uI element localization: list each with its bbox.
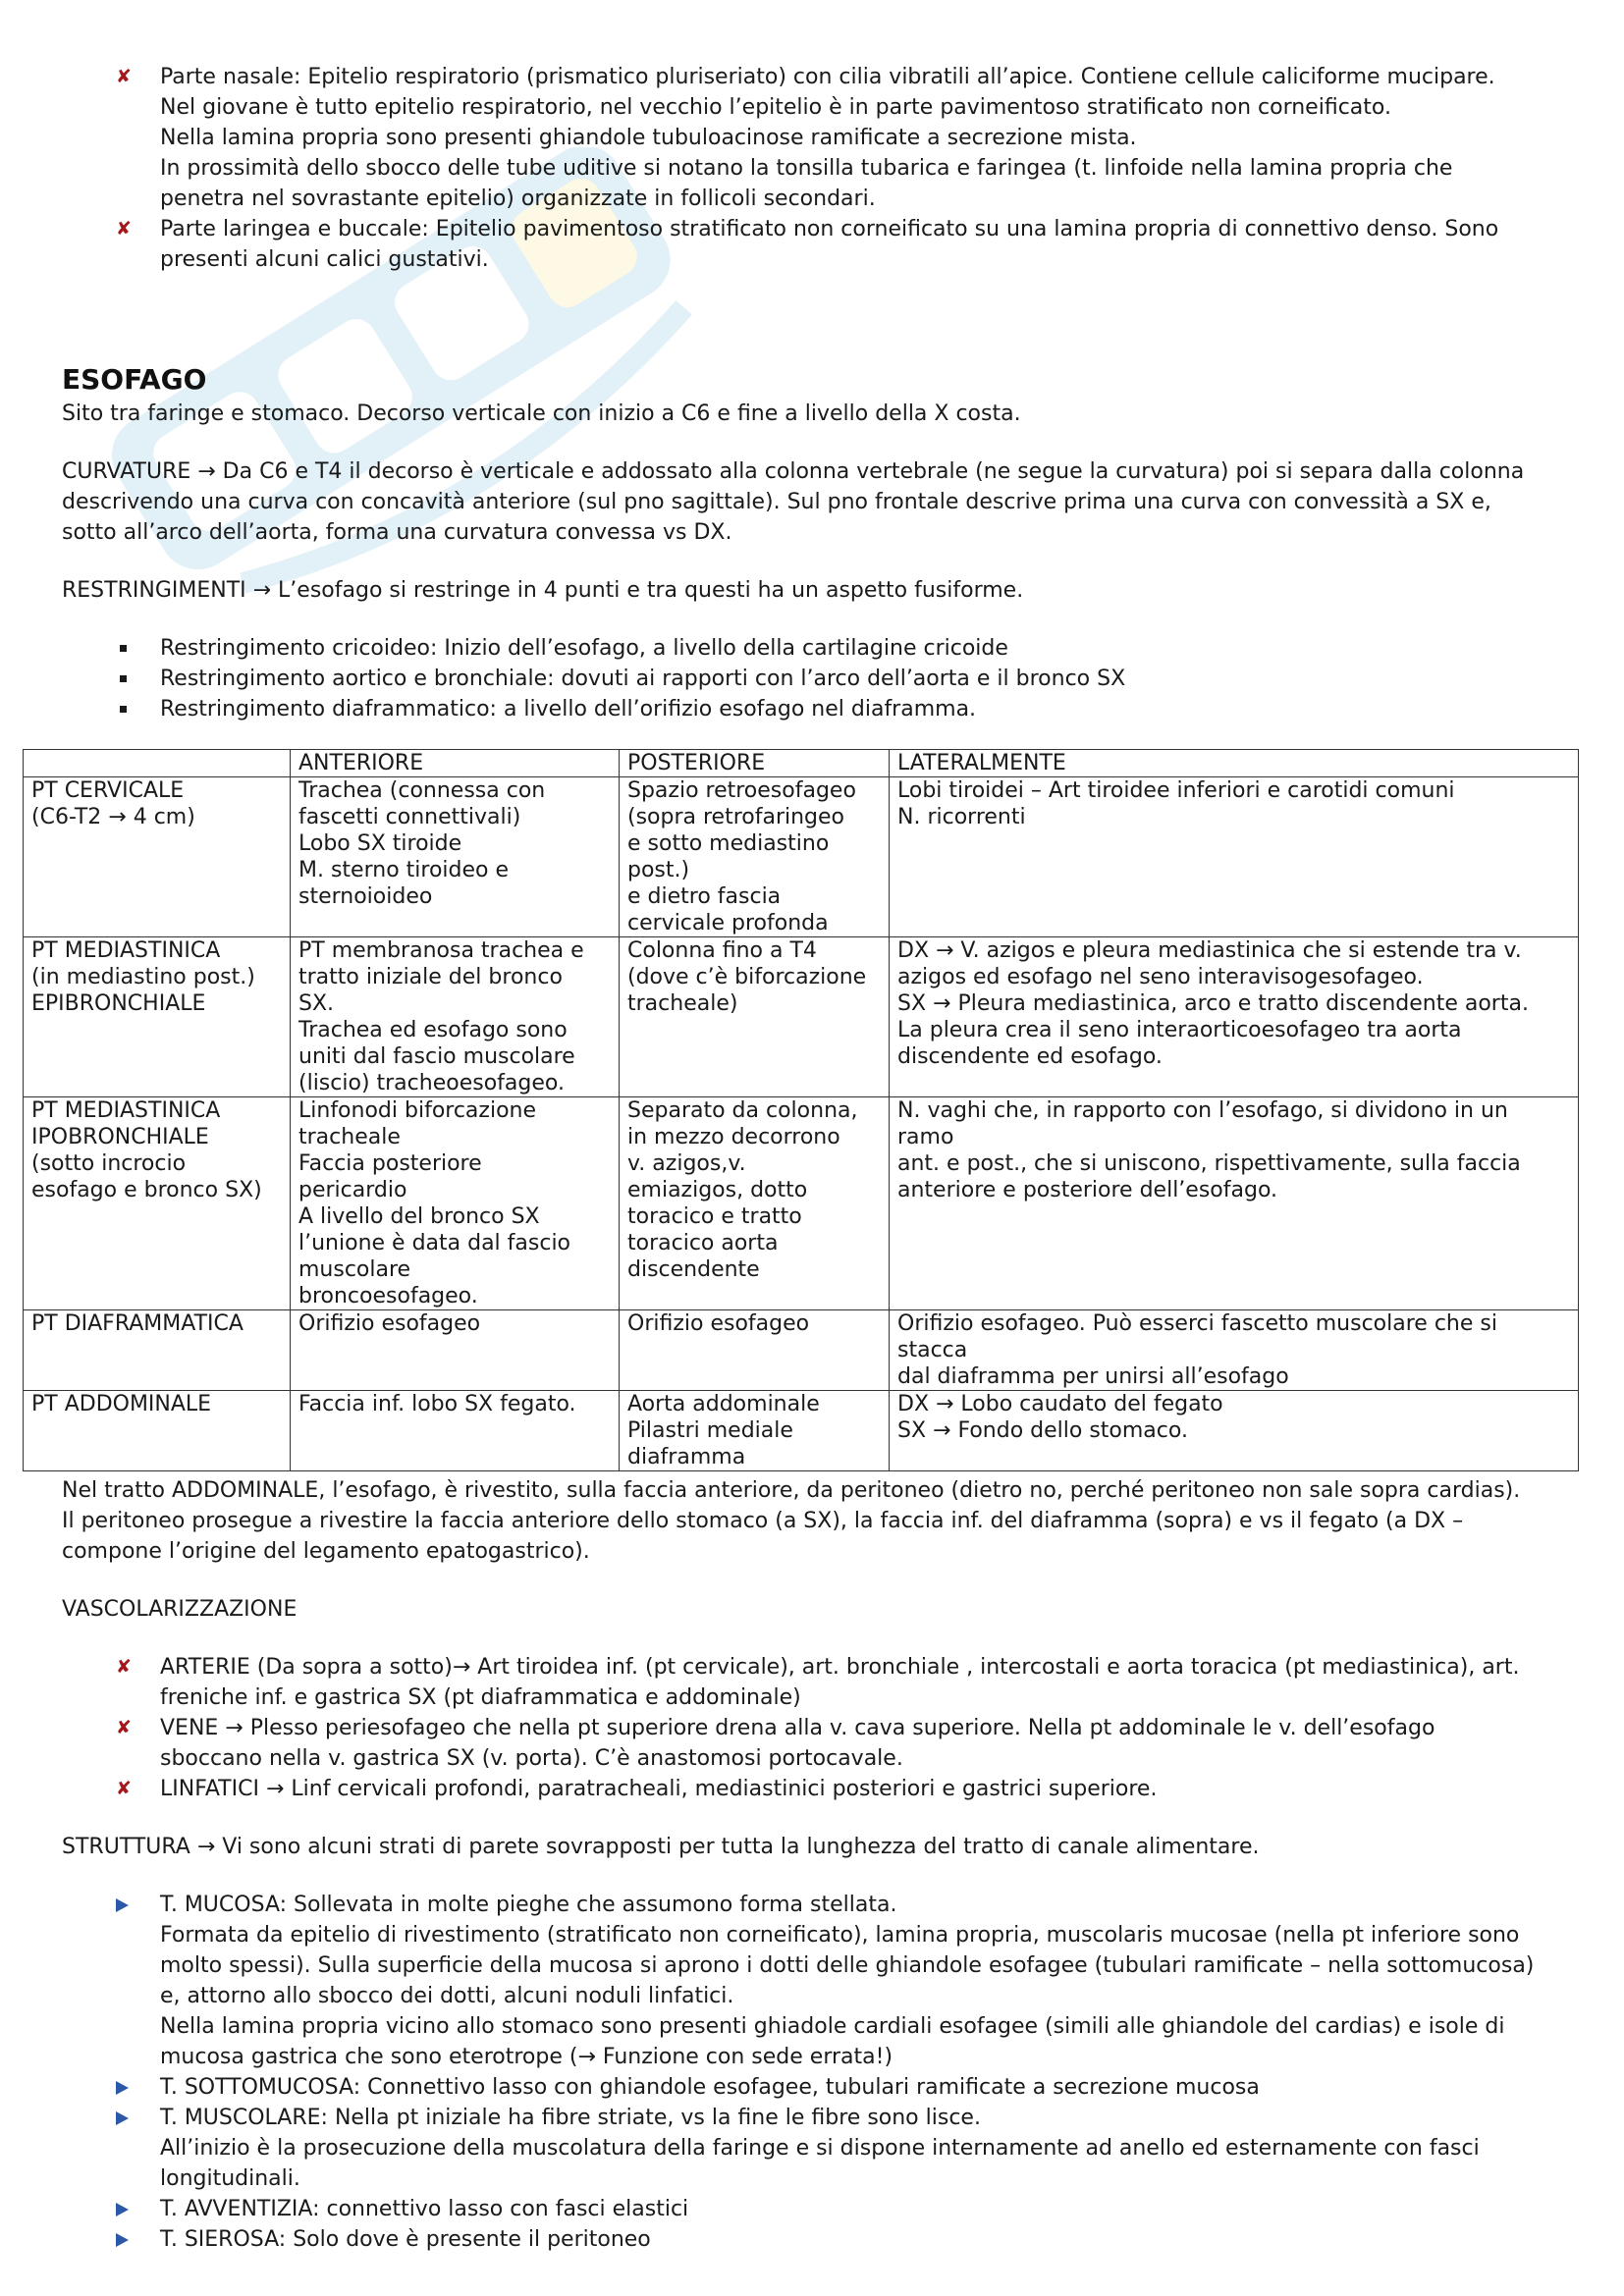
table-header-cell: ANTERIORE bbox=[291, 750, 620, 777]
x-bullet-icon: ✘ bbox=[116, 1656, 132, 1678]
table-cell: Separato da colonna, in mezzo decorrono v. azigos,v. emiazigos, dotto toracico e tratto toracico aorta discendente bbox=[620, 1097, 890, 1310]
nasal-line-3: Nella lamina propria sono presenti ghiandole tubuloacinose ramificate a secrezione mista. bbox=[160, 126, 1137, 150]
table-cell: Faccia inf. lobo SX fegato. bbox=[291, 1391, 620, 1471]
table-cell: Colonna fino a T4 (dove c’è biforcazione tracheale) bbox=[620, 937, 890, 1097]
nasal-line-5: penetra nel sovrastante epitelio) organizzate in follicoli secondari. bbox=[160, 187, 876, 211]
arrow-bullet-icon bbox=[116, 1890, 135, 1920]
linfatici-line-1: LINFATICI → Linf cervicali profondi, paratracheali, mediastinici posteriori e gastrici superiore. bbox=[160, 1777, 1158, 1801]
sierosa-line-1: T. SIEROSA: Solo dove è presente il peritoneo bbox=[160, 2227, 651, 2252]
restr-item-cricoideo: Restringimento cricoideo: Inizio dell’esofago, a livello della cartilagine cricoide bbox=[160, 636, 1008, 661]
x-bullet-icon: ✘ bbox=[116, 1717, 132, 1738]
section-title: ESOFAGO bbox=[62, 363, 207, 396]
table-header-cell bbox=[24, 750, 291, 777]
table-cell: DX → Lobo caudato del fegato SX → Fondo dello stomaco. bbox=[890, 1391, 1579, 1471]
esofago-relations-table bbox=[23, 749, 1579, 1471]
table-header-cell: POSTERIORE bbox=[620, 750, 890, 777]
table-row bbox=[24, 1391, 1579, 1471]
restringimenti-intro: RESTRINGIMENTI → L’esofago si restringe in 4 punti e tra questi ha un aspetto fusiforme. bbox=[62, 578, 1024, 603]
laryngeal-line-1: Parte laringea e buccale: Epitelio pavimentoso stratificato non corneificato su una lamina propria di connettivo denso. Sono bbox=[160, 217, 1499, 241]
muscolare-line-3: longitudinali. bbox=[160, 2166, 300, 2191]
table-cell: Trachea (connessa con fascetti connettivali) Lobo SX tiroide M. sterno tiroideo e sternoioideo bbox=[291, 777, 620, 937]
table-cell: N. vaghi che, in rapporto con l’esofago, si dividono in un ramo ant. e post., che si uniscono, rispettivamente, sulla faccia anteriore e posteriore dell’esofago. bbox=[890, 1097, 1579, 1310]
mucosa-line-3: molto spessi). Sulla superficie della mucosa si aprono i dotti delle ghiandole esofagee (tubulari ramificate – nella sottomucosa) bbox=[160, 1953, 1535, 1978]
square-bullet-icon bbox=[116, 633, 135, 664]
table-cell: PT MEDIASTINICA (in mediastino post.) EPIBRONCHIALE bbox=[24, 937, 291, 1097]
vene-line-1: VENE → Plesso periesofageo che nella pt superiore drena alla v. cava superiore. Nella pt addominale le v. dell’esofago bbox=[160, 1716, 1435, 1740]
nasal-line-1: Parte nasale: Epitelio respiratorio (prismatico pluriseriato) con cilia vibratili all’apice. Contiene cellule caliciforme mucipare. bbox=[160, 65, 1495, 89]
restr-item-aortico: Restringimento aortico e bronchiale: dovuti ai rapporti con l’arco dell’aorta e il bronco SX bbox=[160, 667, 1126, 691]
arrow-bullet-icon bbox=[116, 2072, 135, 2103]
curvature-line-2: descrivendo una curva con concavità anteriore (sul pno sagittale). Sul pno frontale descrive prima una curva con convessità a SX e, bbox=[62, 490, 1491, 514]
sottomucosa-line-1: T. SOTTOMUCOSA: Connettivo lasso con ghiandole esofagee, tubulari ramificate a secrezione mucosa bbox=[160, 2075, 1260, 2100]
addominale-line-3: compone l’origine del legamento epatogastrico). bbox=[62, 1539, 590, 1564]
table-cell: Linfonodi biforcazione tracheale Faccia posteriore pericardio A livello del bronco SX l’unione è data dal fascio muscolare broncoesofageo. bbox=[291, 1097, 620, 1310]
arterie-line-2: freniche inf. e gastrica SX (pt diaframmatica e addominale) bbox=[160, 1685, 801, 1710]
laryngeal-line-2: presenti alcuni calici gustativi. bbox=[160, 247, 489, 272]
x-bullet-icon: ✘ bbox=[116, 218, 132, 240]
nasal-line-4: In prossimità dello sbocco delle tube uditive si notano la tonsilla tubarica e faringea (t. linfoide nella lamina propria che bbox=[160, 156, 1453, 181]
arterie-line-1: ARTERIE (Da sopra a sotto)→ Art tiroidea inf. (pt cervicale), art. bronchiale , intercostali e aorta toracica (pt mediastinica), art. bbox=[160, 1655, 1520, 1680]
muscolare-line-1: T. MUSCOLARE: Nella pt iniziale ha fibre striate, vs la fine le fibre sono lisce. bbox=[160, 2106, 981, 2130]
struttura-intro: STRUTTURA → Vi sono alcuni strati di parete sovrapposti per tutta la lunghezza del tratto di canale alimentare. bbox=[62, 1835, 1260, 1859]
table-cell: Orifizio esofageo bbox=[620, 1310, 890, 1391]
mucosa-line-5: Nella lamina propria vicino allo stomaco sono presenti ghiadole cardiali esofagee (simili alle ghiandole del cardias) e isole di bbox=[160, 2014, 1505, 2039]
table-cell: Lobi tiroidei – Art tiroidee inferiori e carotidi comuni N. ricorrenti bbox=[890, 777, 1579, 937]
curvature-line-3: sotto all’arco dell’aorta, forma una curvatura convessa vs DX. bbox=[62, 520, 732, 545]
table-cell: PT MEDIASTINICA IPOBRONCHIALE (sotto incrocio esofago e bronco SX) bbox=[24, 1097, 291, 1310]
table-cell: PT membranosa trachea e tratto iniziale del bronco SX. Trachea ed esofago sono uniti dal fascio muscolare (liscio) tracheoesofageo. bbox=[291, 937, 620, 1097]
table-row bbox=[24, 777, 1579, 937]
addominale-line-2: Il peritoneo prosegue a rivestire la faccia anteriore dello stomaco (a SX), la faccia inf. del diaframma (sopra) e vs il fegato (a DX – bbox=[62, 1509, 1464, 1533]
x-bullet-icon: ✘ bbox=[116, 1778, 132, 1799]
table-row bbox=[24, 1310, 1579, 1391]
mucosa-line-6: mucosa gastrica che sono eterotrope (→ Funzione con sede errata!) bbox=[160, 2045, 893, 2069]
addominale-line-1: Nel tratto ADDOMINALE, l’esofago, è rivestito, sulla faccia anteriore, da peritoneo (dietro no, perché peritoneo non sale sopra cardias). bbox=[62, 1478, 1521, 1503]
table-cell: PT ADDOMINALE bbox=[24, 1391, 291, 1471]
x-bullet-icon: ✘ bbox=[116, 66, 132, 87]
table-cell: Aorta addominale Pilastri mediale diaframma bbox=[620, 1391, 890, 1471]
table-cell: Spazio retroesofageo (sopra retrofaringeo e sotto mediastino post.) e dietro fascia cervicale profonda bbox=[620, 777, 890, 937]
square-bullet-icon bbox=[116, 664, 135, 694]
table-cell: PT DIAFRAMMATICA bbox=[24, 1310, 291, 1391]
vene-line-2: sboccano nella v. gastrica SX (v. porta). C’è anastomosi portocavale. bbox=[160, 1746, 903, 1771]
table-cell: DX → V. azigos e pleura mediastinica che si estende tra v. azigos ed esofago nel seno interavisogesofageo. SX → Pleura mediastinica, arco e tratto discendente aorta. La pleura crea il seno interaorticoesofageo tra aorta discendente ed esofago. bbox=[890, 937, 1579, 1097]
table-cell: Orifizio esofageo. Può esserci fascetto muscolare che si stacca dal diaframma per unirsi all’esofago bbox=[890, 1310, 1579, 1391]
table-cell: Orifizio esofageo bbox=[291, 1310, 620, 1391]
mucosa-line-2: Formata da epitelio di rivestimento (stratificato non corneificato), lamina propria, muscolaris mucosae (nella pt inferiore sono bbox=[160, 1923, 1520, 1948]
table-cell: PT CERVICALE (C6-T2 → 4 cm) bbox=[24, 777, 291, 937]
table-header-row bbox=[24, 750, 1579, 777]
table-header-cell: LATERALMENTE bbox=[890, 750, 1579, 777]
mucosa-line-4: e, attorno allo sbocco dei dotti, alcuni noduli linfatici. bbox=[160, 1984, 734, 2008]
curvature-line-1: CURVATURE → Da C6 e T4 il decorso è verticale e addossato alla colonna vertebrale (ne segue la curvatura) poi si separa dalla colonna bbox=[62, 459, 1525, 484]
arrow-bullet-icon bbox=[116, 2103, 135, 2133]
mucosa-line-1: T. MUCOSA: Sollevata in molte pieghe che assumono forma stellata. bbox=[160, 1893, 897, 1917]
table-row bbox=[24, 937, 1579, 1097]
arrow-bullet-icon bbox=[116, 2224, 135, 2255]
nasal-line-2: Nel giovane è tutto epitelio respiratorio, nel vecchio l’epitelio è in parte pavimentoso stratificato non corneificato. bbox=[160, 95, 1391, 120]
vascolarizzazione-heading: VASCOLARIZZAZIONE bbox=[62, 1597, 298, 1622]
square-bullet-icon bbox=[116, 694, 135, 724]
restr-item-diaframmatico: Restringimento diaframmatico: a livello dell’orifizio esofago nel diaframma. bbox=[160, 697, 977, 721]
table-row bbox=[24, 1097, 1579, 1310]
esofago-intro: Sito tra faringe e stomaco. Decorso verticale con inizio a C6 e fine a livello della X costa. bbox=[62, 401, 1021, 426]
avventizia-line-1: T. AVVENTIZIA: connettivo lasso con fasci elastici bbox=[160, 2197, 689, 2221]
muscolare-line-2: All’inizio è la prosecuzione della muscolatura della faringe e si dispone internamente ad anello ed esternamente con fasci bbox=[160, 2136, 1480, 2161]
arrow-bullet-icon bbox=[116, 2194, 135, 2224]
